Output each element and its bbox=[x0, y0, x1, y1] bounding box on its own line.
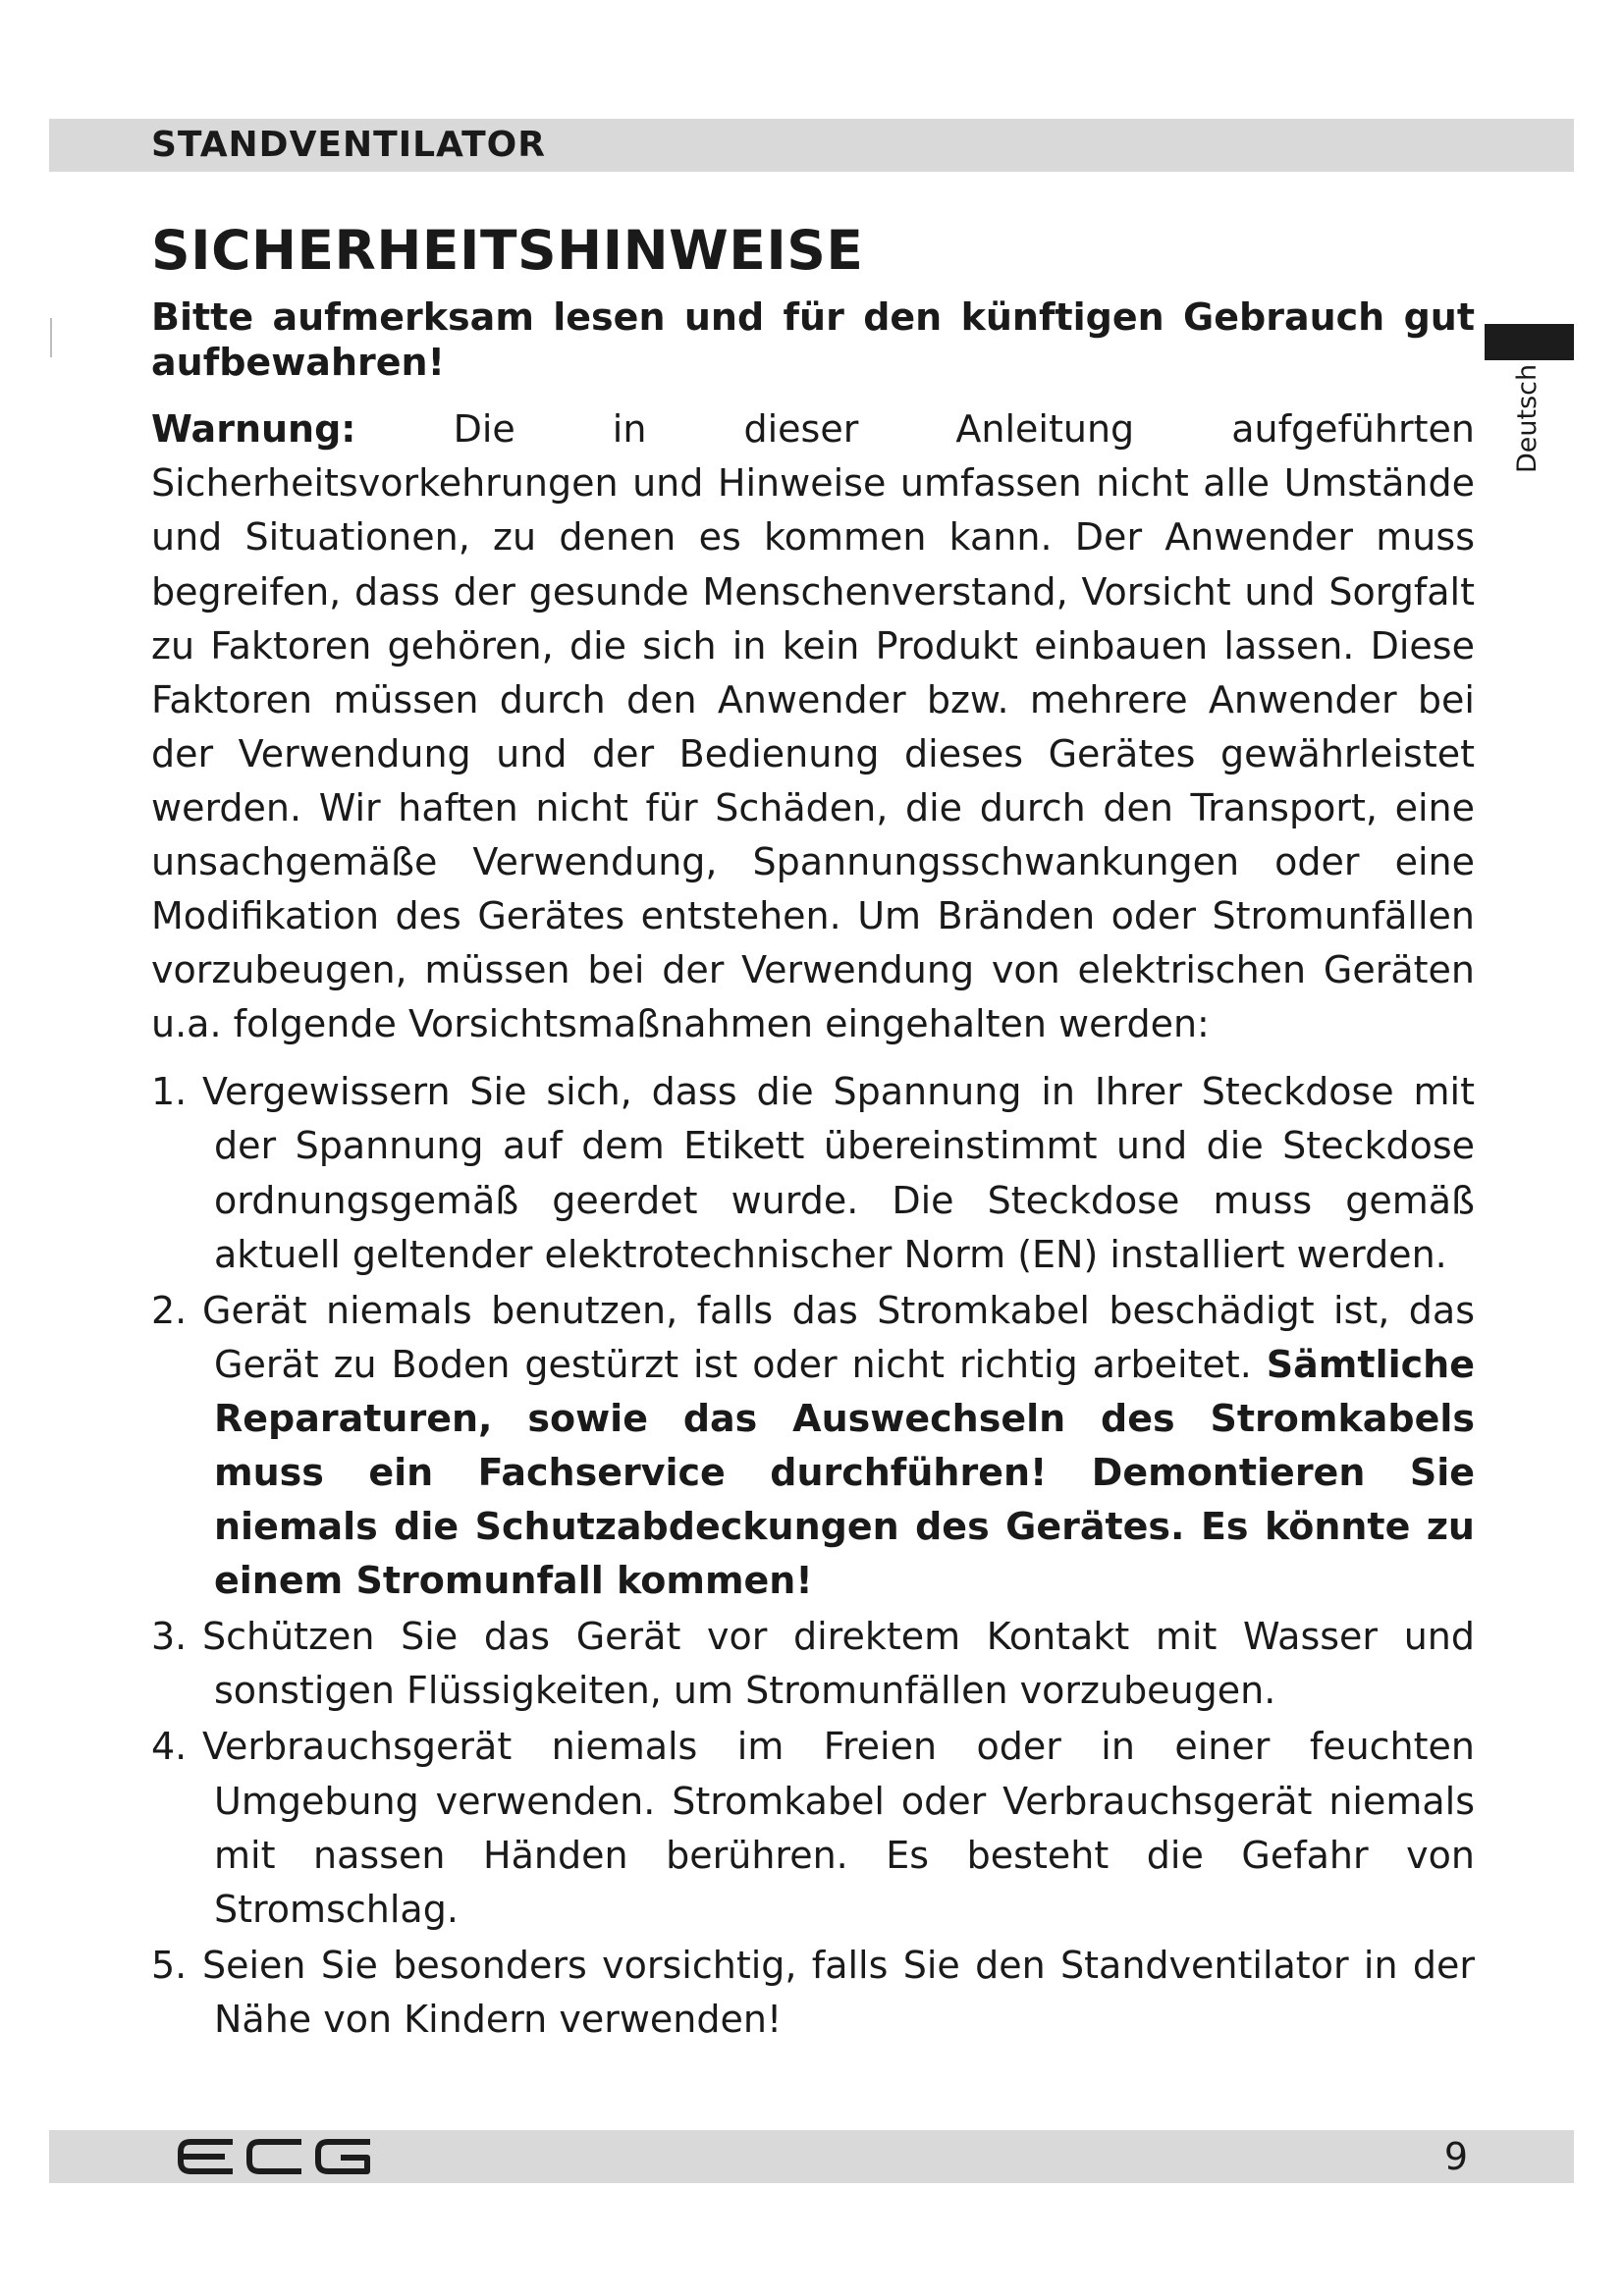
list-item-number: 5. bbox=[151, 1943, 188, 1987]
page-number: 9 bbox=[1443, 2135, 1468, 2178]
list-item bbox=[151, 1610, 1475, 1718]
warning-label: Warnung: bbox=[151, 407, 356, 452]
footer-band bbox=[49, 2130, 1574, 2183]
margin-mark bbox=[50, 318, 52, 357]
warning-paragraph bbox=[151, 402, 1475, 1051]
section-title: SICHERHEITSHINWEISE bbox=[151, 219, 864, 282]
list-item-text: Vergewissern Sie sich, dass die Spannung in Ihrer Steckdose mit der Spannung auf dem Etikett übereinstimmt und die Steckdose ordnungsgemäß geerdet wurde. Die Steckdose muss gemäß aktuell geltender elektrotechnischer Norm (EN) installiert werden. bbox=[202, 1070, 1475, 1276]
list-item bbox=[151, 1065, 1475, 1281]
list-item-bold-text: Sämtliche Reparaturen, sowie das Auswechseln des Stromkabels muss ein Fachservice durchführen! Demontieren Sie niemals die Schutzabdeckungen des Gerätes. Es könnte zu einem Stromunfall kommen! bbox=[214, 1342, 1475, 1603]
list-item-number: 3. bbox=[151, 1615, 188, 1659]
section-subtitle: Bitte aufmerksam lesen und für den künftigen Gebrauch gut aufbewahren! bbox=[151, 294, 1475, 384]
list-item bbox=[151, 1939, 1475, 2047]
language-tab-marker bbox=[1485, 324, 1574, 360]
list-item bbox=[151, 1284, 1475, 1609]
header-band bbox=[49, 119, 1574, 172]
safety-section bbox=[151, 221, 1475, 2049]
list-item-text: Gerät niemals benutzen, falls das Stromkabel beschädigt ist, das Gerät zu Boden gestürzt ist oder nicht richtig arbeitet. bbox=[202, 1288, 1475, 1386]
language-label: Deutsch bbox=[1512, 363, 1543, 473]
ecg-logo bbox=[175, 2136, 381, 2177]
list-item-number: 4. bbox=[151, 1725, 188, 1769]
list-item-number: 1. bbox=[151, 1070, 188, 1114]
header-title: STANDVENTILATOR bbox=[151, 125, 546, 165]
safety-list bbox=[151, 1065, 1475, 2047]
list-item bbox=[151, 1720, 1475, 1936]
list-item-number: 2. bbox=[151, 1288, 188, 1332]
list-item-text: Verbrauchsgerät niemals im Freien oder in einer feuchten Umgebung verwenden. Stromkabel oder Verbrauchsgerät niemals mit nassen Händen berühren. Es besteht die Gefahr von Stromschlag. bbox=[202, 1725, 1475, 1931]
list-item-text: Schützen Sie das Gerät vor direktem Kontakt mit Wasser und sonstigen Flüssigkeiten, um Stromunfällen vorzubeugen. bbox=[202, 1615, 1475, 1713]
warning-text: Die in dieser Anleitung aufgeführten Sicherheitsvorkehrungen und Hinweise umfassen nicht alle Umstände und Situationen, zu denen es kommen kann. Der Anwender muss begreifen, dass der gesunde Menschenverstand, Vorsicht und Sorgfalt zu Faktoren gehören, die sich in kein Produkt einbauen lassen. Diese Faktoren müssen durch den Anwender bzw. mehrere Anwender bei der Verwendung und der Bedienung dieses Gerätes gewährleistet werden. Wir haften nicht für Schäden, die durch den Transport, eine unsachgemäße Verwendung, Spannungsschwankungen oder eine Modifikation des Gerätes entstehen. Um Bränden oder Stromunfällen vorzubeugen, müssen bei der Verwendung von elektrischen Geräten u.a. folgende Vorsichtsmaßnahmen eingehalten werden: bbox=[151, 407, 1475, 1046]
list-item-text: Seien Sie besonders vorsichtig, falls Sie den Standventilator in der Nähe von Kindern verwenden! bbox=[202, 1943, 1475, 2041]
